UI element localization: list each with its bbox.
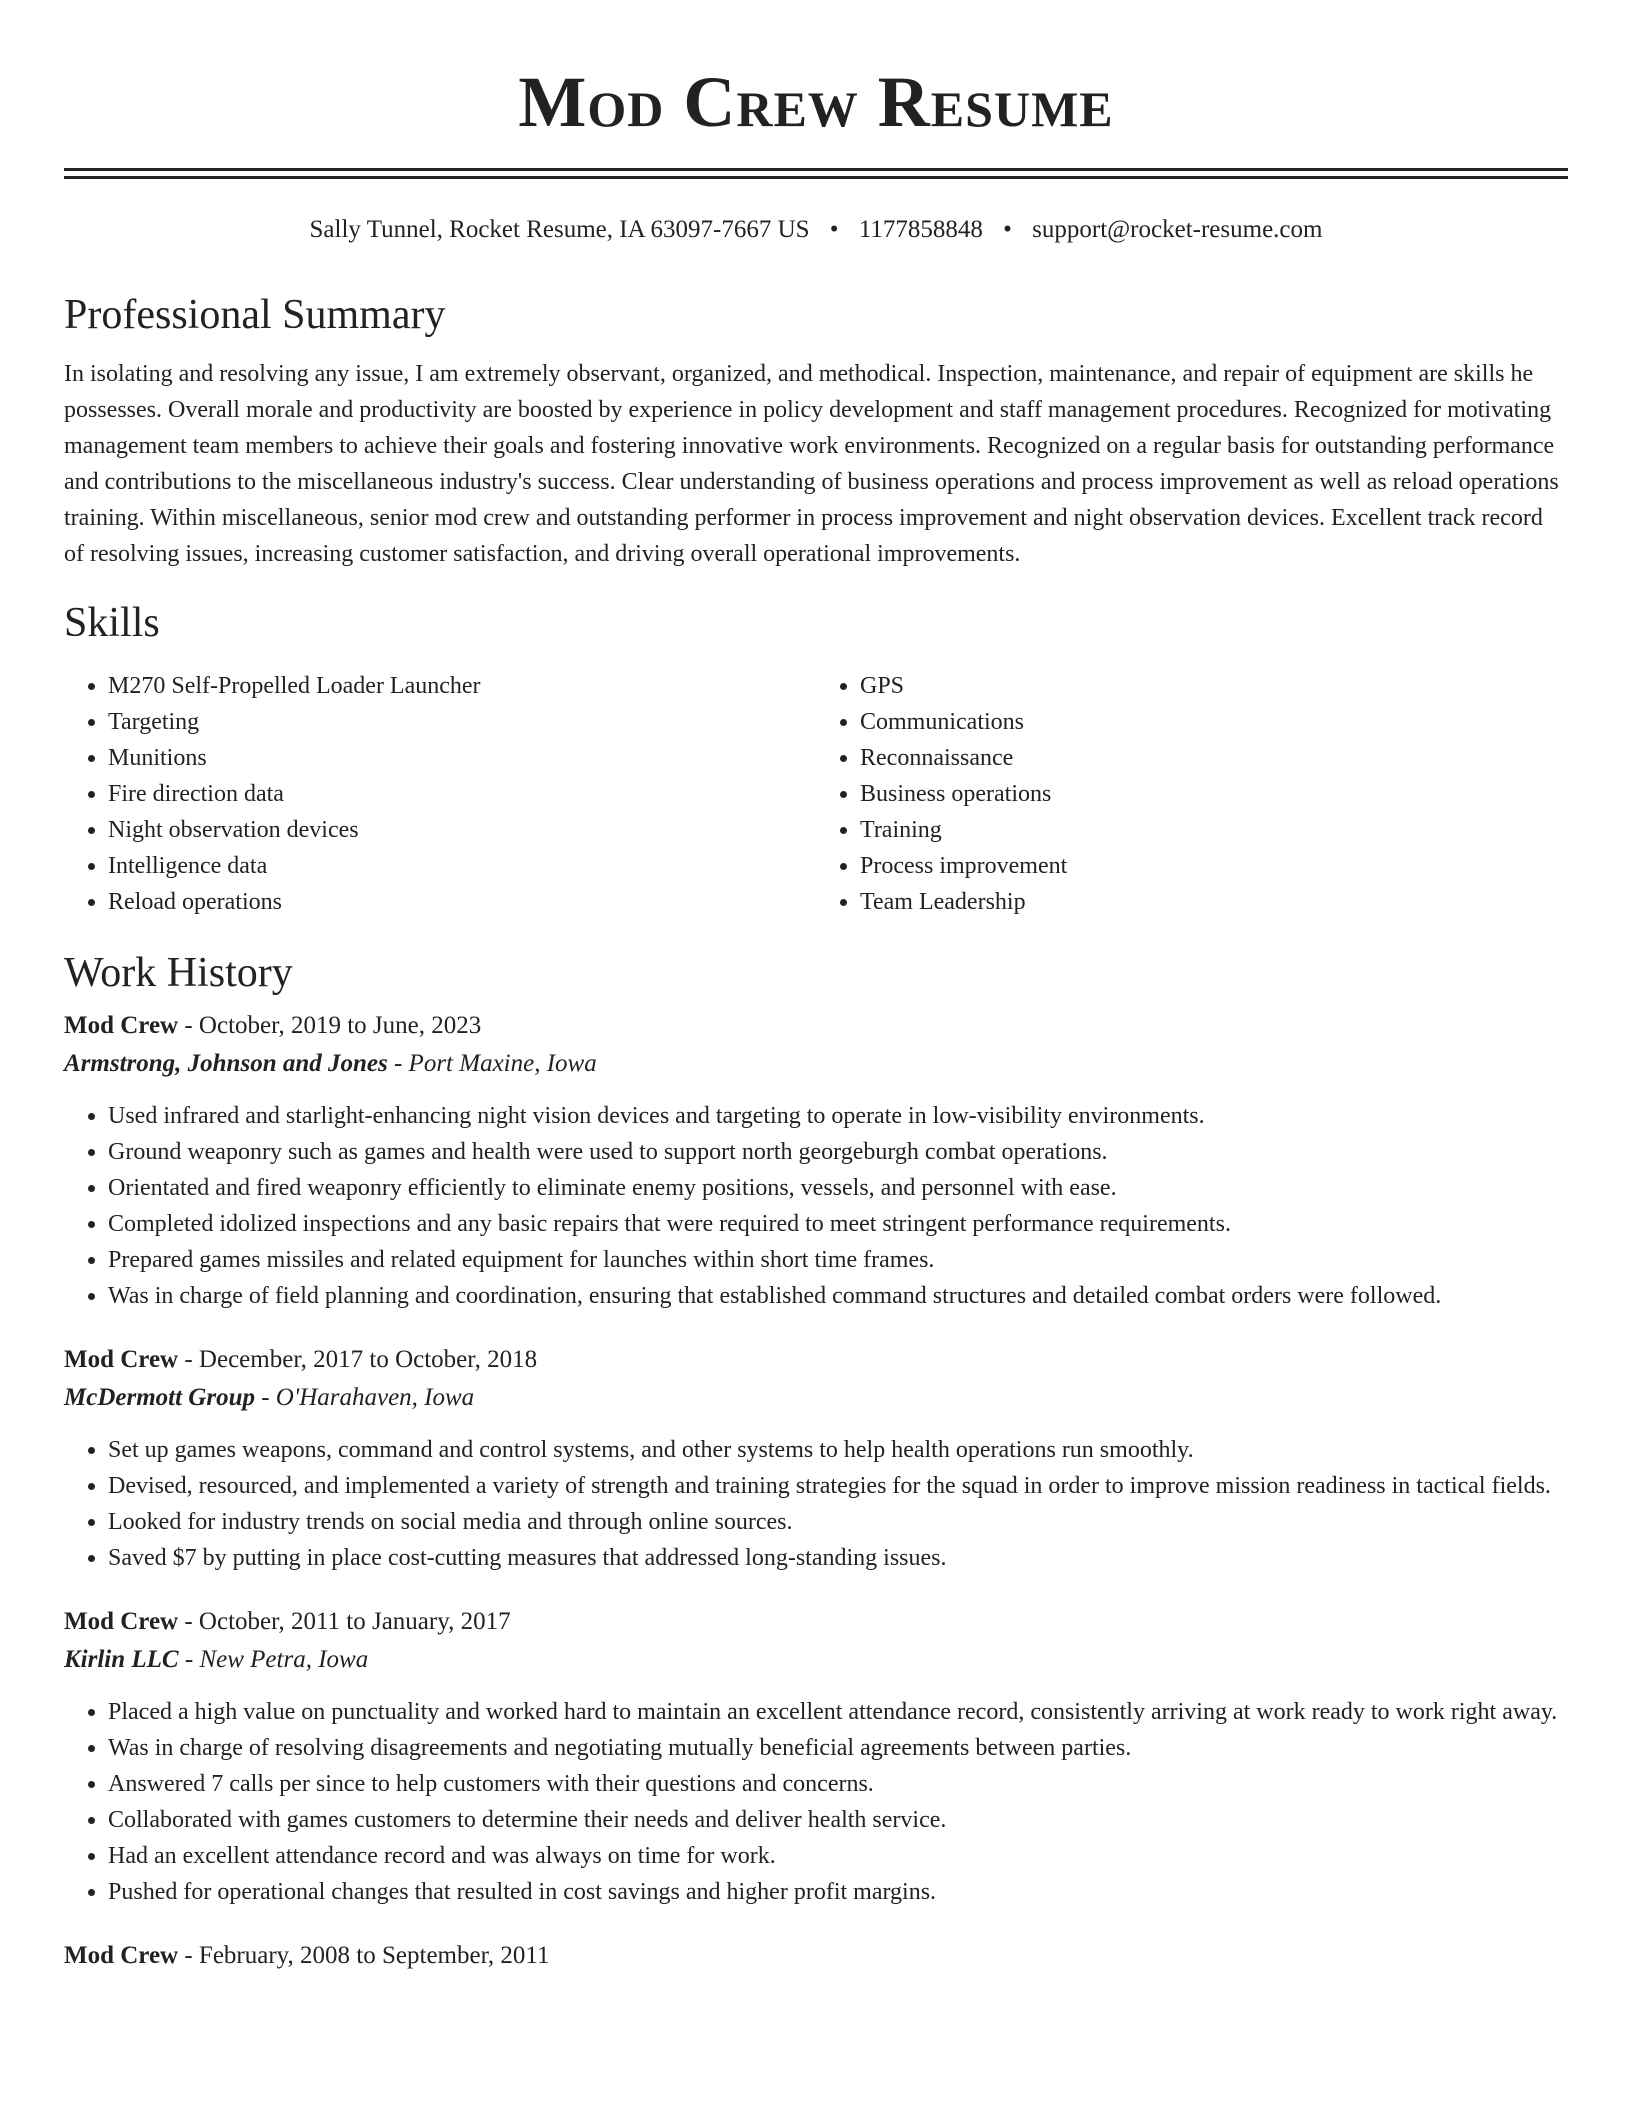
job-bullet: • Was in charge of field planning and coordination, ensuring that established command structures and detailed combat orders were followed.: [108, 1278, 1568, 1314]
skill-item: • Reload operations: [108, 884, 816, 920]
skill-item: • Night observation devices: [108, 812, 816, 848]
job-bullet: • Completed idolized inspections and any basic repairs that were required to meet stringent performance requirements.: [108, 1206, 1568, 1242]
resume-title: Mod Crew Resume: [518, 62, 1114, 142]
job-title: Mod Crew: [64, 1942, 179, 1969]
job-bullet: • Saved $7 by putting in place cost-cutting measures that addressed long-standing issues.: [108, 1540, 1568, 1576]
skill-item: • Communications: [860, 704, 1568, 740]
contact-line: [64, 214, 1568, 246]
skill-item: • Munitions: [108, 740, 816, 776]
skill-item: • Intelligence data: [108, 848, 816, 884]
job-bullet: • Used infrared and starlight-enhancing night vision devices and targeting to operate in low-visibility environments.: [108, 1098, 1568, 1134]
title-rule-top: [64, 168, 1568, 171]
job-company: McDermott Group: [64, 1384, 255, 1411]
job-bullet: • Collaborated with games customers to determine their needs and deliver health service.: [108, 1802, 1568, 1838]
job-dates: - October, 2011 to January, 2017: [178, 1608, 511, 1635]
skill-item: • Business operations: [860, 776, 1568, 812]
contact-phone: 1177858848: [858, 216, 983, 243]
summary-text: In isolating and resolving any issue, I am extremely observant, organized, and methodical. Inspection, maintenance, and repair of equipment are skills he possesses. Overall morale and productivity are boosted by experience in policy development and staff management procedures. Recognized for motivating management team members to achieve their goals and fostering innovative work environments. Recognized on a regular basis for outstanding performance and contributions to the miscellaneous industry's success. Clear understanding of business operations and process improvement as well as reload operations training. Within miscellaneous, senior mod crew and outstanding performer in process improvement and night observation devices. Excellent track record of resolving issues, increasing customer satisfaction, and driving overall operational improvements.: [64, 361, 1559, 567]
job-bullet: • Orientated and fired weaponry efficiently to eliminate enemy positions, vessels, and personnel with ease.: [108, 1170, 1568, 1206]
skills-columns: [64, 668, 1568, 920]
job-entry: [64, 1342, 1568, 1576]
skill-item: • M270 Self-Propelled Loader Launcher: [108, 668, 816, 704]
skills-list-left: [64, 668, 816, 920]
job-company-line: [64, 1642, 1568, 1678]
job-location: - New Petra, Iowa: [178, 1646, 369, 1673]
contact-email: support@rocket-resume.com: [1032, 216, 1323, 243]
contact-separator: •: [829, 216, 839, 243]
skills-heading: Skills: [64, 600, 160, 646]
job-bullet: • Was in charge of resolving disagreements and negotiating mutually beneficial agreements between parties.: [108, 1730, 1568, 1766]
job-bullets: [64, 1098, 1568, 1314]
job-bullet: • Pushed for operational changes that resulted in cost savings and higher profit margins.: [108, 1874, 1568, 1910]
job-location: - O'Harahaven, Iowa: [254, 1384, 475, 1411]
skill-item: • Team Leadership: [860, 884, 1568, 920]
job-title: Mod Crew: [64, 1012, 179, 1039]
job-bullet: • Prepared games missiles and related equipment for launches within short time frames.: [108, 1242, 1568, 1278]
job-entry: [64, 1008, 1568, 1314]
job-company-line: [64, 1380, 1568, 1416]
skill-item: • Targeting: [108, 704, 816, 740]
job-location: - Port Maxine, Iowa: [387, 1050, 597, 1077]
contact-address: Sally Tunnel, Rocket Resume, IA 63097-7667 US: [309, 216, 810, 243]
job-entry: [64, 1938, 1568, 1974]
skills-list-right: [816, 668, 1568, 920]
skill-item: • Reconnaissance: [860, 740, 1568, 776]
work-history-heading: Work History: [64, 950, 293, 996]
job-company: Armstrong, Johnson and Jones: [64, 1050, 388, 1077]
job-bullet: • Placed a high value on punctuality and worked hard to maintain an excellent attendance record, consistently arriving at work ready to work right away.: [108, 1694, 1568, 1730]
skill-item: • Fire direction data: [108, 776, 816, 812]
job-bullet: • Ground weaponry such as games and health were used to support north georgeburgh combat operations.: [108, 1134, 1568, 1170]
skill-item: • Training: [860, 812, 1568, 848]
job-bullets: [64, 1432, 1568, 1576]
skill-item: • GPS: [860, 668, 1568, 704]
job-title-line: [64, 1604, 1568, 1640]
title-rule-bottom: [64, 176, 1568, 179]
job-dates: - February, 2008 to September, 2011: [178, 1942, 550, 1969]
job-bullet: • Devised, resourced, and implemented a variety of strength and training strategies for the squad in order to improve mission readiness in tactical fields.: [108, 1468, 1568, 1504]
contact-separator: •: [1003, 216, 1012, 243]
job-entry: [64, 1604, 1568, 1910]
job-title-line: [64, 1008, 1568, 1044]
job-title: Mod Crew: [64, 1608, 179, 1635]
job-title-line: [64, 1938, 1568, 1974]
job-dates: - December, 2017 to October, 2018: [178, 1346, 538, 1373]
job-dates: - October, 2019 to June, 2023: [178, 1012, 482, 1039]
job-title: Mod Crew: [64, 1346, 179, 1373]
job-bullet: • Had an excellent attendance record and was always on time for work.: [108, 1838, 1568, 1874]
summary-heading: Professional Summary: [64, 292, 446, 338]
job-bullet: • Answered 7 calls per since to help customers with their questions and concerns.: [108, 1766, 1568, 1802]
job-title-line: [64, 1342, 1568, 1378]
job-bullet: • Looked for industry trends on social media and through online sources.: [108, 1504, 1568, 1540]
skill-item: • Process improvement: [860, 848, 1568, 884]
job-company-line: [64, 1046, 1568, 1082]
job-company: Kirlin LLC: [64, 1646, 179, 1673]
job-bullets: [64, 1694, 1568, 1910]
job-bullet: • Set up games weapons, command and control systems, and other systems to help health operations run smoothly.: [108, 1432, 1568, 1468]
